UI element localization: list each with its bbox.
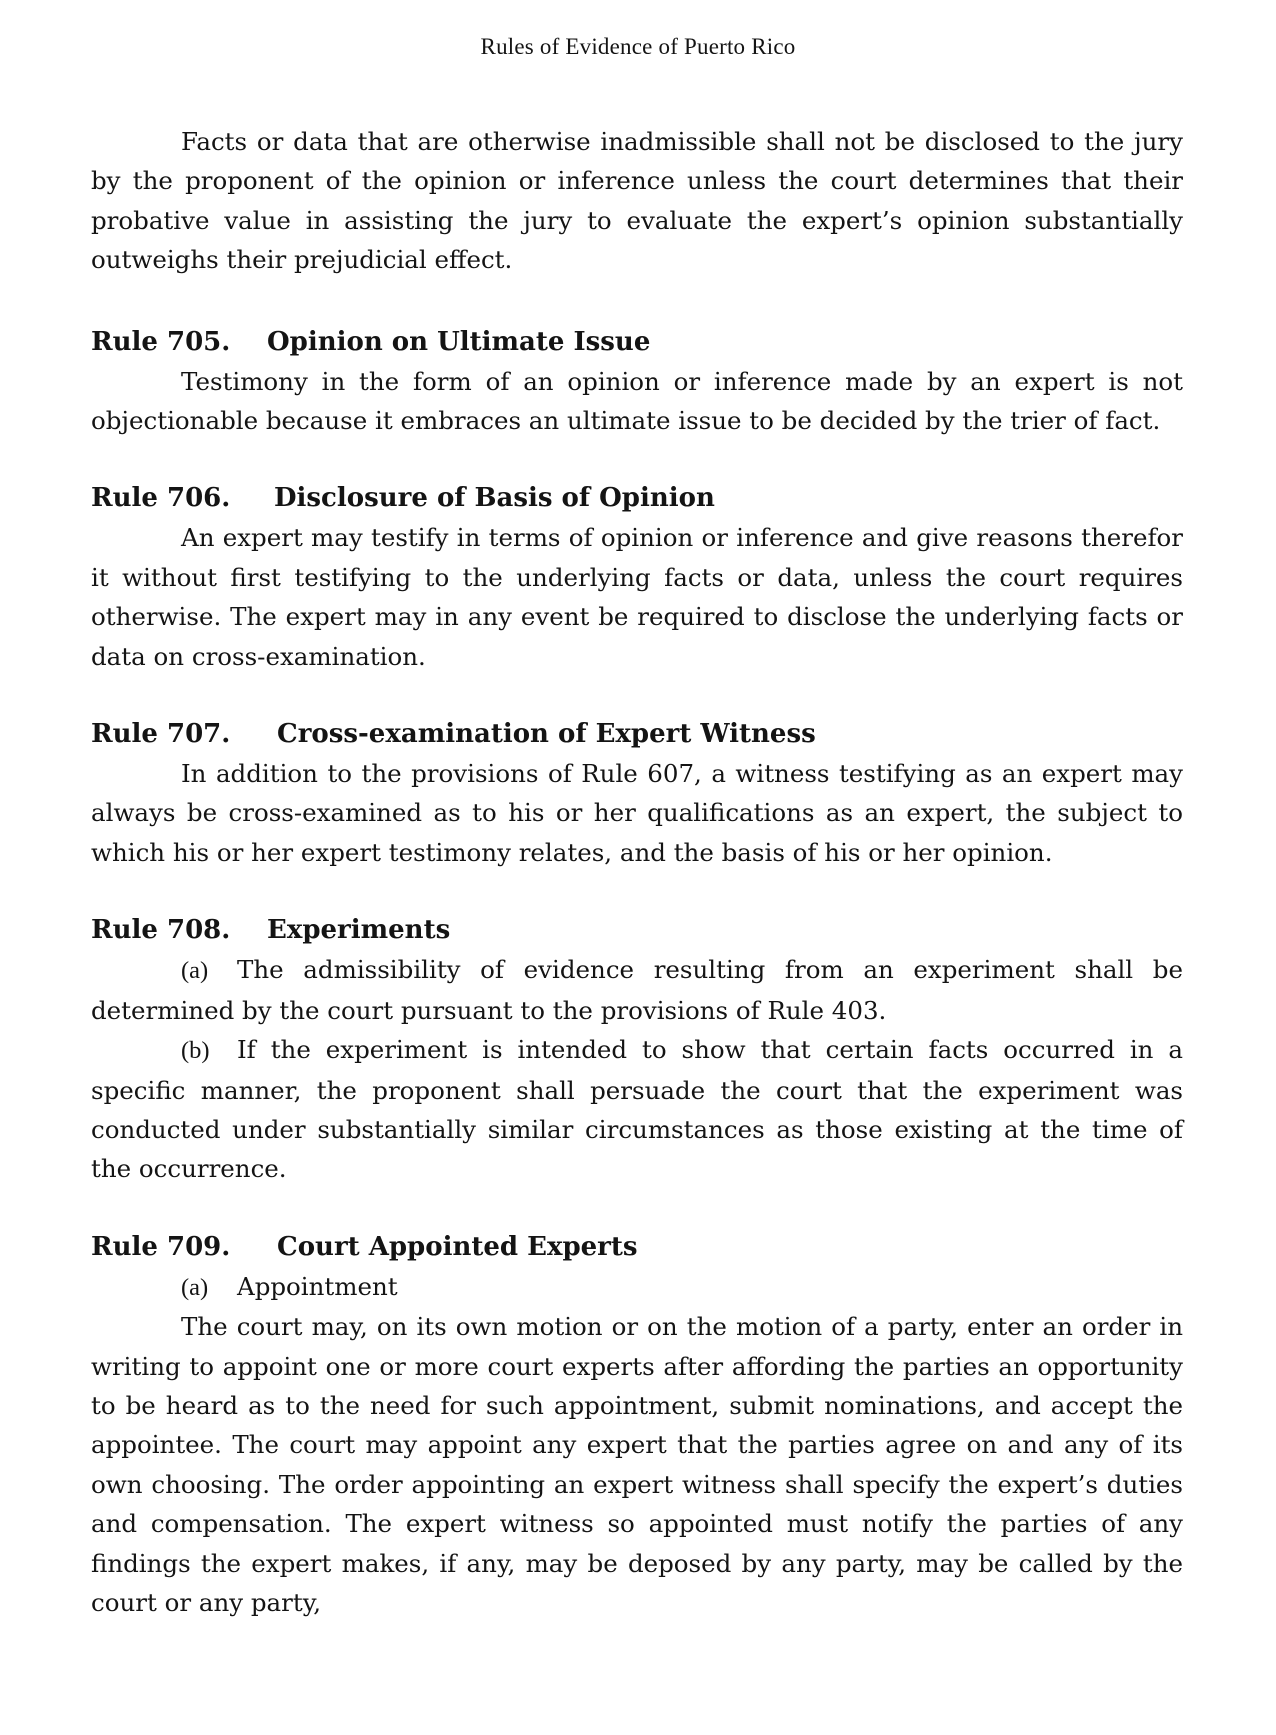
rule-706-text: An expert may testify in terms of opinion or inference and give reasons therefor it without first testifying to the underlying facts or data, unless the court requires otherwise. The expert may in any event be required to disclose the underlying facts or data on cross-examination. [91,523,1183,671]
rule-707-heading [91,715,1183,754]
rule-705 [91,323,1183,441]
rule-707-title: Cross-examination of Expert Witness [277,719,816,750]
rule-708-b-text: If the experiment is intended to show that certain facts occurred in a specific manner, the proponent shall persuade the court that the experiment was conducted under substantially similar circumstances as those existing at the time of the occurrence. [91,1035,1183,1184]
rule-709-a-marker: (a) [181,1273,209,1301]
rule-705-number: Rule 705. [91,326,231,357]
rule-709-subsection-a-heading [91,1267,1183,1307]
rule-705-heading [91,323,1183,362]
rule-708 [91,911,1183,1188]
rule-707-number: Rule 707. [91,719,231,750]
rule-707-text: In addition to the provisions of Rule 607, a witness testifying as an expert may always be cross-examined as to his or her qualifications as an expert, the subject to which his or her expert testimony relates, and the basis of his or her opinion. [91,759,1183,867]
rule-708-a-marker: (a) [181,957,209,985]
document-body [91,122,1183,1622]
page-header: Rules of Evidence of Puerto Rico [480,34,796,59]
rule-707 [91,715,1183,872]
rule-709-text: The court may, on its own motion or on the motion of a party, enter an order in writing to appoint one or more court experts after affording the parties an opportunity to be heard as to the need for such appointment, submit nominations, and accept the appointee. The court may appoint any expert that the parties agree on and any of its own choosing. The order appointing an expert witness shall specify the expert’s duties and compensation. The expert witness so appointed must notify the parties of any findings the expert makes, if any, may be deposed by any party, may be called by the court or any party, [91,1312,1183,1617]
rule-708-title: Experiments [267,915,451,946]
rule-709 [91,1228,1183,1623]
rule-708-subsection-a [91,950,1183,1030]
rule-708-number: Rule 708. [91,915,231,946]
rule-706 [91,479,1183,676]
rule-706-number: Rule 706. [91,483,231,514]
rule-708-a-text: The admissibility of evidence resulting from an experiment shall be determined by the court pursuant to the provisions of Rule 403. [91,955,1183,1025]
rule-709-heading [91,1228,1183,1267]
rule-705-title: Opinion on Ultimate Issue [267,326,651,357]
rule-708-heading [91,911,1183,950]
intro-paragraph: Facts or data that are otherwise inadmissible shall not be disclosed to the jury by the proponent of the opinion or inference unless the court determines that their probative value in assisting the jury to evaluate the expert’s opinion substantially outweighs their prejudicial effect. [91,127,1183,275]
rule-708-subsection-b [91,1030,1183,1189]
rule-709-number: Rule 709. [91,1231,231,1262]
rule-709-title: Court Appointed Experts [277,1231,638,1262]
rule-706-heading [91,479,1183,518]
rule-708-b-marker: (b) [181,1037,210,1065]
rule-705-text: Testimony in the form of an opinion or inference made by an expert is not objectionable because it embraces an ultimate issue to be decided by the trier of fact. [91,366,1183,436]
rule-706-title: Disclosure of Basis of Opinion [274,483,715,514]
rule-709-a-heading-text: Appointment [237,1271,398,1301]
